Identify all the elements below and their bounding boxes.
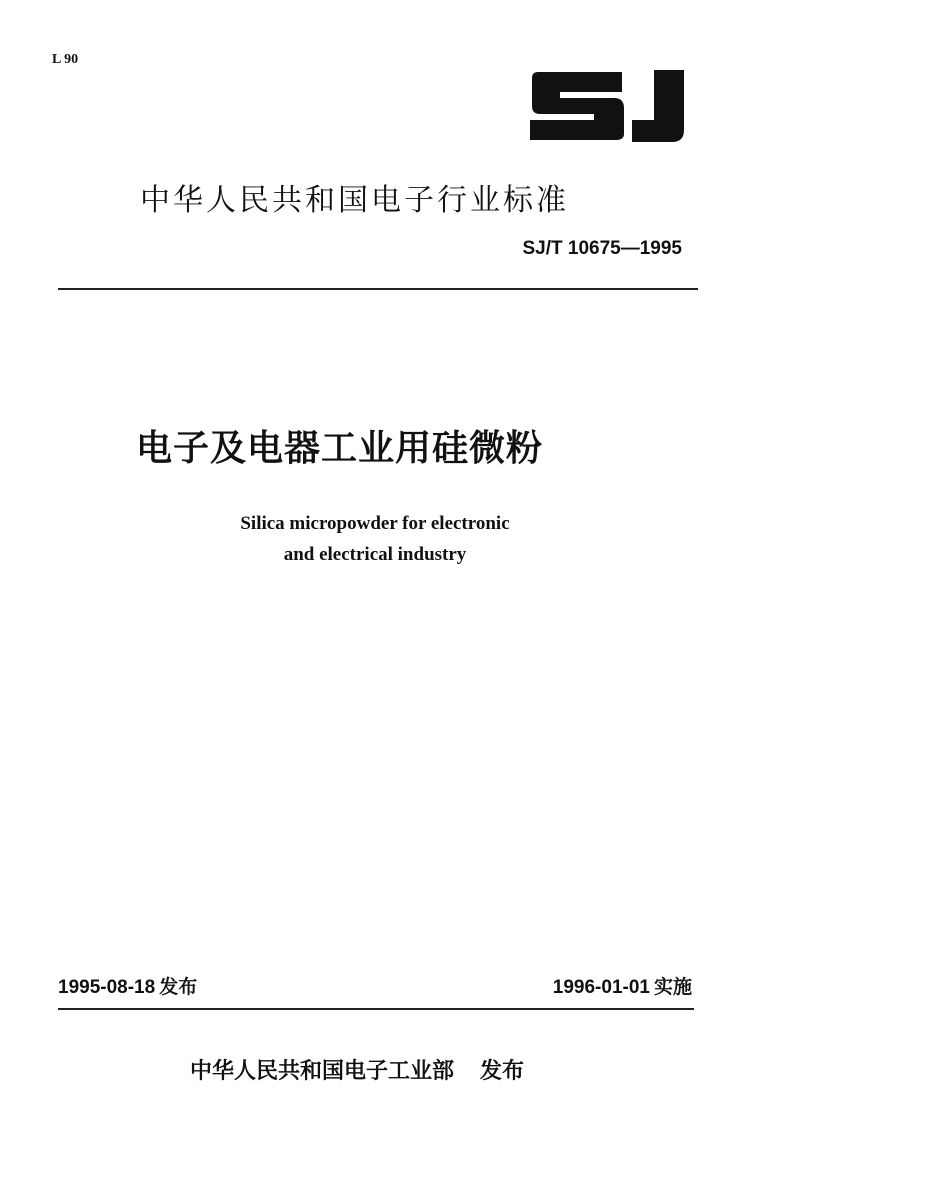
sj-logo	[526, 64, 690, 144]
title-chinese: 电子及电器工业用硅微粉	[136, 428, 544, 469]
title-english	[200, 508, 550, 570]
top-divider	[58, 288, 698, 290]
publisher-label: 发布	[480, 1059, 525, 1084]
implement-date: 1996-01-01	[552, 977, 650, 998]
title-english-line-1: Silica micropowder for electronic	[240, 513, 510, 534]
title-english-line-2: and electrical industry	[283, 544, 467, 565]
standard-type-header: 中华人民共和国电子行业标准	[140, 183, 569, 218]
implement-date-block	[470, 972, 692, 999]
classification-code: L 90	[52, 52, 79, 67]
standard-number: SJ/T 10675—1995	[522, 238, 682, 259]
logo-letter-s	[530, 72, 624, 140]
implement-label: 实施	[653, 976, 692, 998]
issue-label: 发布	[159, 976, 198, 998]
logo-letter-j	[632, 70, 684, 142]
issue-date-block	[58, 972, 197, 999]
publisher-line	[190, 1054, 524, 1085]
issue-date: 1995-08-18	[58, 977, 156, 998]
bottom-divider	[58, 1008, 694, 1010]
publisher-name: 中华人民共和国电子工业部	[190, 1059, 455, 1084]
